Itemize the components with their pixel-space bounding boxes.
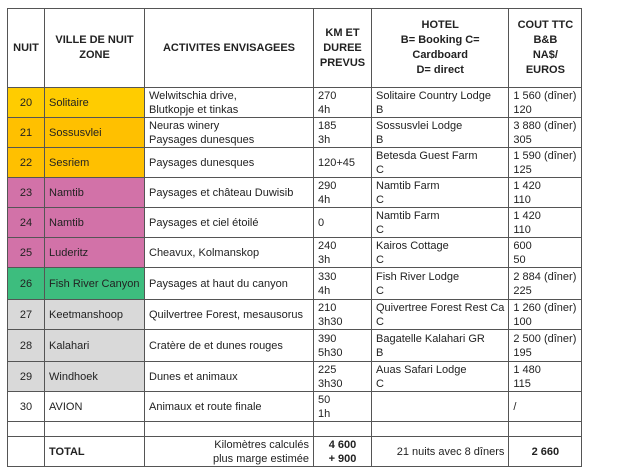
cout-cell: [509, 238, 582, 268]
header-cout: [509, 9, 582, 88]
nuit-cell: [8, 238, 45, 268]
cout-cell: [509, 178, 582, 208]
activites-cell: [145, 208, 314, 238]
hotel-name: Solitaire Country Lodge: [376, 89, 491, 102]
activites-cell: [145, 118, 314, 148]
city-name: Windhoek: [49, 370, 98, 383]
ville-cell: [45, 300, 145, 330]
city-name: Kalahari: [49, 339, 90, 352]
total-label: TOTAL: [45, 437, 145, 467]
table-row: [8, 300, 582, 330]
cost-nad: 1 420: [513, 179, 541, 192]
cout-cell: [509, 300, 582, 330]
city-name: Fish River Canyon: [49, 277, 140, 290]
empty-cell: [314, 422, 372, 437]
total-km-label2: plus marge estimée: [213, 452, 309, 465]
table-row: [8, 148, 582, 178]
header-row: [8, 9, 582, 88]
cost-nad: /: [513, 400, 517, 413]
night-number: 22: [19, 156, 33, 169]
hotel-name: Namtib Farm: [376, 209, 440, 222]
km-value: 210: [318, 301, 337, 314]
cost-eur: 115: [513, 377, 531, 390]
total-km-value2: + 900: [328, 452, 357, 465]
km-cell: [314, 238, 372, 268]
duration-value: 5h30: [318, 346, 343, 359]
empty-cell: [372, 422, 509, 437]
empty-cell: [8, 422, 45, 437]
activity-line1: Dunes et animaux: [149, 370, 238, 383]
hotel-name: Namtib Farm: [376, 179, 440, 192]
city-name: Keetmanshoop: [49, 308, 123, 321]
activites-cell: [145, 268, 314, 300]
activites-cell: [145, 300, 314, 330]
city-name: Namtib: [49, 186, 84, 199]
night-number: 23: [19, 186, 33, 199]
night-number: 27: [19, 308, 33, 321]
nuit-cell: [8, 148, 45, 178]
activity-line1: Quilvertree Forest, mesausorus: [149, 308, 304, 321]
km-cell: [314, 268, 372, 300]
hotel-cell: [372, 392, 509, 422]
activity-line1: Cheavux, Kolmanskop: [149, 246, 260, 259]
activity-line1: Paysages at haut du canyon: [149, 277, 288, 290]
nuit-cell: [8, 178, 45, 208]
city-name: Namtib: [49, 216, 84, 229]
activity-line2: Blutkopje et tinkas: [149, 103, 239, 116]
nuit-cell: [8, 330, 45, 362]
cout-cell: [509, 208, 582, 238]
activity-line2: Paysages dunesques: [149, 133, 255, 146]
hotel-cell: [372, 268, 509, 300]
hotel-cell: [372, 238, 509, 268]
duration-value: 3h: [318, 133, 331, 146]
night-number: 26: [19, 277, 33, 290]
empty-cell: [45, 422, 145, 437]
header-km-line2: DUREE: [323, 41, 362, 54]
ville-cell: [45, 392, 145, 422]
duration-value: 1h: [318, 407, 331, 420]
cost-eur: 195: [513, 346, 532, 359]
km-value: 225: [318, 363, 337, 376]
itinerary-table: [7, 8, 582, 467]
cost-eur: 50: [513, 253, 526, 266]
table-row: [8, 362, 582, 392]
duration-value: 4h: [318, 103, 331, 116]
activity-line1: Cratère de et dunes rouges: [149, 339, 283, 352]
km-value: 290: [318, 179, 337, 192]
cost-nad: 2 500 (dîner): [513, 332, 577, 345]
duration-value: 4h: [318, 284, 331, 297]
booking-type: B: [376, 346, 384, 359]
activity-line1: Paysages et ciel étoilé: [149, 216, 259, 229]
km-cell: [314, 362, 372, 392]
duration-value: 4h: [318, 193, 331, 206]
header-ville-line1: VILLE DE NUIT: [55, 34, 134, 46]
activity-line1: Paysages et château Duwisib: [149, 186, 294, 199]
header-nuit-label: NUIT: [13, 41, 39, 54]
ville-cell: [45, 178, 145, 208]
header-nuit: [8, 9, 45, 88]
total-row: [8, 437, 582, 467]
activity-line1: Neuras winery: [149, 119, 220, 132]
table-row: [8, 118, 582, 148]
duration-value: 3h: [318, 253, 331, 266]
booking-type: B: [376, 133, 384, 146]
hotel-name: Kairos Cottage: [376, 239, 449, 252]
booking-type: C: [376, 163, 384, 176]
ville-cell: [45, 208, 145, 238]
cost-eur: 110: [513, 223, 531, 236]
hotel-name: Betesda Guest Farm: [376, 149, 478, 162]
hotel-name: Quivertree Forest Rest Ca: [376, 301, 505, 314]
hotel-cell: [372, 118, 509, 148]
cout-cell: [509, 330, 582, 362]
km-cell: [314, 88, 372, 118]
km-value: 330: [318, 270, 337, 283]
km-value: 185: [318, 119, 337, 132]
ville-cell: [45, 118, 145, 148]
km-cell: [314, 300, 372, 330]
nuit-cell: [8, 362, 45, 392]
hotel-name: Auas Safari Lodge: [376, 363, 467, 376]
night-number: 28: [19, 339, 33, 352]
hotel-cell: [372, 148, 509, 178]
city-name: AVION: [49, 400, 83, 413]
km-value: 390: [318, 332, 337, 345]
cost-nad: 1 420: [513, 209, 541, 222]
ville-cell: [45, 238, 145, 268]
total-km-values: [314, 437, 372, 467]
city-name: Luderitz: [49, 246, 89, 259]
hotel-cell: [372, 208, 509, 238]
cost-eur: 305: [513, 133, 532, 146]
km-cell: [314, 208, 372, 238]
night-number: 24: [19, 216, 33, 229]
night-number: 20: [19, 96, 33, 109]
cout-cell: [509, 118, 582, 148]
booking-type: B: [376, 103, 384, 116]
km-value: 240: [318, 239, 337, 252]
cout-cell: [509, 148, 582, 178]
table-row: [8, 268, 582, 300]
header-hotel-line2: B= Booking C= Cardboard: [400, 34, 480, 61]
booking-type: C: [376, 315, 384, 328]
header-activites-label: ACTIVITES ENVISAGEES: [162, 41, 296, 54]
booking-type: C: [376, 377, 384, 390]
nuit-cell: [8, 392, 45, 422]
header-km-line1: KM ET: [325, 26, 360, 39]
ville-cell: [45, 268, 145, 300]
cost-eur: 125: [513, 163, 532, 176]
cost-nad: 3 880 (dîner): [513, 119, 577, 132]
cout-cell: [509, 362, 582, 392]
header-cout-line2: B&B: [533, 34, 558, 46]
activity-line1: Welwitschia drive,: [149, 89, 237, 102]
cost-nad: 1 590 (dîner): [513, 149, 577, 162]
header-ville: [45, 9, 145, 88]
cost-nad: 1 480: [513, 363, 541, 376]
city-name: Solitaire: [49, 96, 89, 109]
km-cell: [314, 330, 372, 362]
total-nuit-cell: [8, 437, 45, 467]
header-activites: [145, 9, 314, 88]
activites-cell: [145, 88, 314, 118]
city-name: Sesriem: [49, 156, 90, 169]
total-cost: 2 660: [509, 437, 582, 467]
booking-type: C: [376, 284, 384, 297]
empty-cell: [145, 422, 314, 437]
header-hotel: [372, 9, 509, 88]
cout-cell: [509, 268, 582, 300]
header-ville-line2: ZONE: [79, 49, 110, 61]
duration-value: 3h30: [318, 377, 343, 390]
nuit-cell: [8, 208, 45, 238]
booking-type: C: [376, 193, 384, 206]
nuit-cell: [8, 268, 45, 300]
cost-eur: 120: [513, 103, 532, 116]
table-row: [8, 208, 582, 238]
ville-cell: [45, 148, 145, 178]
total-km-value1: 4 600: [328, 438, 357, 451]
cout-cell: [509, 392, 582, 422]
ville-cell: [45, 88, 145, 118]
booking-type: C: [376, 223, 384, 236]
activites-cell: [145, 178, 314, 208]
cout-cell: [509, 88, 582, 118]
km-value: 120+45: [318, 156, 356, 169]
header-cout-line3: NA$/ EUROS: [525, 49, 565, 76]
cost-eur: 225: [513, 284, 532, 297]
total-km-label1: Kilomètres calculés: [214, 438, 309, 451]
header-cout-line1: COUT TTC: [517, 19, 574, 31]
hotel-cell: [372, 330, 509, 362]
total-nights-summary: 21 nuits avec 8 dîners: [372, 437, 509, 467]
table-row: [8, 178, 582, 208]
empty-row: [8, 422, 582, 437]
hotel-name: Fish River Lodge: [376, 270, 460, 283]
cost-nad: 600: [513, 239, 532, 252]
activites-cell: [145, 238, 314, 268]
cost-eur: 100: [513, 315, 532, 328]
activites-cell: [145, 362, 314, 392]
km-cell: [314, 392, 372, 422]
table-row: [8, 88, 582, 118]
empty-cell: [509, 422, 582, 437]
night-number: 29: [19, 370, 33, 383]
night-number: 30: [19, 400, 33, 413]
city-name: Sossusvlei: [49, 126, 102, 139]
hotel-name: Bagatelle Kalahari GR: [376, 332, 485, 345]
booking-type: C: [376, 253, 384, 266]
km-cell: [314, 118, 372, 148]
ville-cell: [45, 330, 145, 362]
km-cell: [314, 178, 372, 208]
hotel-cell: [372, 88, 509, 118]
cost-eur: 110: [513, 193, 531, 206]
header-km: [314, 9, 372, 88]
km-value: 270: [318, 89, 337, 102]
activites-cell: [145, 148, 314, 178]
cost-nad: 2 884 (dîner): [513, 270, 577, 283]
km-value: 0: [318, 216, 325, 229]
activity-line1: Animaux et route finale: [149, 400, 262, 413]
nuit-cell: [8, 118, 45, 148]
km-cell: [314, 148, 372, 178]
table-row: [8, 392, 582, 422]
table-row: [8, 330, 582, 362]
table-row: [8, 238, 582, 268]
duration-value: 3h30: [318, 315, 343, 328]
header-hotel-line3: D= direct: [416, 64, 464, 76]
header-km-line3: PREVUS: [319, 56, 366, 69]
km-value: 50: [318, 393, 331, 406]
nuit-cell: [8, 300, 45, 330]
cost-nad: 1 560 (dîner): [513, 89, 577, 102]
total-km-labels: [145, 437, 314, 467]
hotel-cell: [372, 362, 509, 392]
hotel-cell: [372, 178, 509, 208]
ville-cell: [45, 362, 145, 392]
night-number: 21: [19, 126, 33, 139]
hotel-name: Sossusvlei Lodge: [376, 119, 463, 132]
cost-nad: 1 260 (dîner): [513, 301, 577, 314]
activites-cell: [145, 392, 314, 422]
night-number: 25: [19, 246, 33, 259]
nuit-cell: [8, 88, 45, 118]
activity-line1: Paysages dunesques: [149, 156, 255, 169]
activites-cell: [145, 330, 314, 362]
hotel-cell: [372, 300, 509, 330]
header-hotel-line1: HOTEL: [421, 19, 459, 31]
